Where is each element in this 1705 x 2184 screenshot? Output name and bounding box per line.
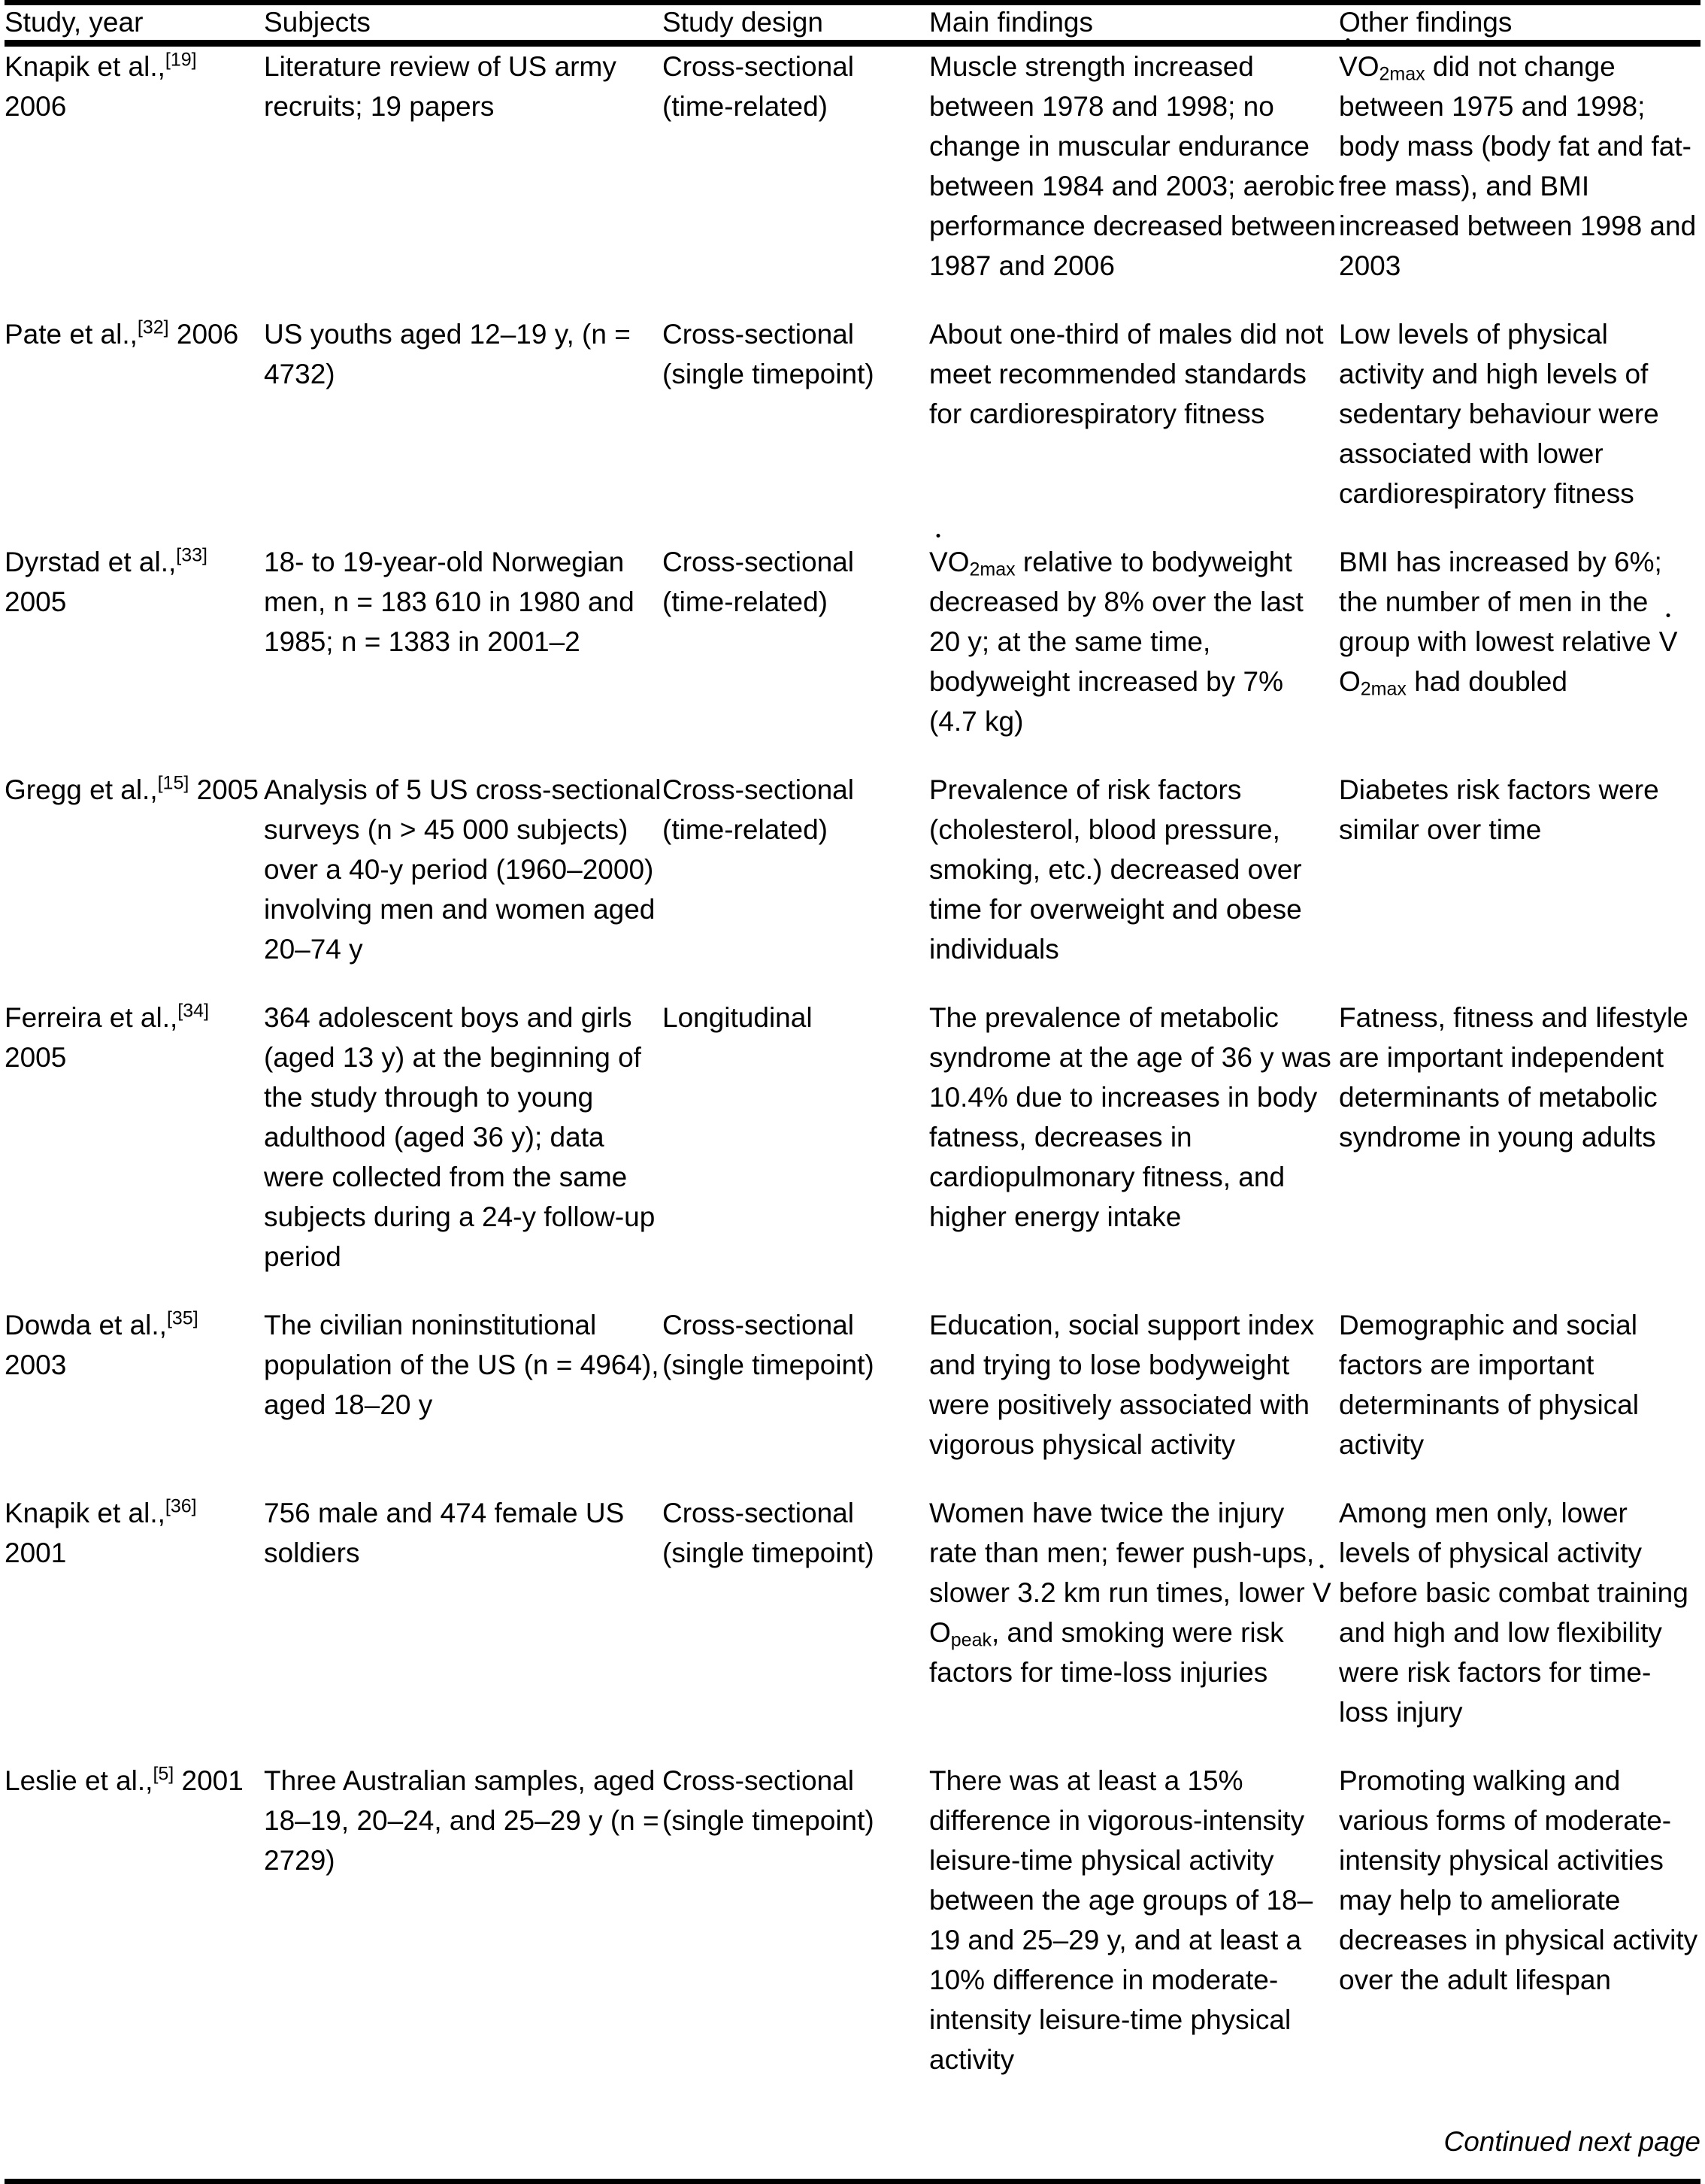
column-header-study-year: Study, year — [5, 7, 144, 38]
main-findings-text: Muscle strength increased between 1978 and 1998; no change in muscular endurance between 1984 and 2003; aerobic performance decreased between 1987 and 2006 — [929, 51, 1336, 281]
study-design-text: Cross-sectional (time-related) — [662, 51, 854, 122]
reference-marker[interactable]: [15] — [157, 772, 189, 794]
row-spacer-cell — [5, 513, 1700, 542]
table-top-rule — [5, 0, 1700, 5]
row-spacer-cell — [5, 969, 1700, 998]
subjects-text: The civilian noninstitutional population of the US (n = 4964), aged 18–20 y — [264, 1310, 659, 1420]
subjects-text: 756 male and 474 female US soldiers — [264, 1498, 625, 1568]
cell-main-findings — [929, 1761, 1339, 2079]
study-design-text: Cross-sectional (single timepoint) — [662, 1765, 874, 1836]
table-row — [5, 1761, 1700, 2079]
other-findings-text: Low levels of physical activity and high levels of sedentary behaviour were associated with lower cardiorespiratory fitness — [1339, 319, 1659, 509]
cell-other-findings — [1339, 1493, 1700, 1732]
cell-other-findings — [1339, 47, 1700, 286]
main-findings-text: Prevalence of risk factors (cholesterol, blood pressure, smoking, etc.) decreased over time for overweight and obese individuals — [929, 774, 1302, 965]
study-year-text: Ferreira et al.,[34] 2005 — [5, 1000, 209, 1073]
main-findings-text: Women have twice the injury rate than men; fewer push-ups, slower 3.2 km run times, lower $VO_{peak}$, and smoking were risk factors for time-loss injuries — [929, 1498, 1331, 1688]
cell-main-findings — [929, 770, 1339, 969]
table-row — [5, 314, 1700, 513]
subjects-text: Literature review of US army recruits; 19 papers — [264, 51, 616, 122]
cell-subjects — [264, 542, 662, 741]
reference-marker[interactable]: [36] — [165, 1495, 197, 1517]
cell-study-design — [662, 1305, 929, 1465]
row-spacer-cell — [5, 741, 1700, 770]
cell-other-findings — [1339, 1305, 1700, 1465]
cell-study-year — [5, 998, 264, 1277]
column-header-main-findings: Main findings — [929, 7, 1094, 38]
table-header-row — [5, 5, 1700, 40]
cell-other-findings — [1339, 542, 1700, 741]
cell-study-year — [5, 1305, 264, 1465]
row-spacer — [5, 1732, 1700, 1761]
cell-subjects — [264, 1761, 662, 2079]
cell-study-year — [5, 47, 264, 286]
study-design-text: Cross-sectional (single timepoint) — [662, 1310, 874, 1380]
cell-subjects — [264, 1305, 662, 1465]
cell-study-design — [662, 770, 929, 969]
study-design-text: Cross-sectional (single timepoint) — [662, 319, 874, 389]
table-row — [5, 47, 1700, 286]
main-findings-text: The prevalence of metabolic syndrome at the age of 36 y was 10.4% due to increases in body fatness, decreases in cardiopulmonary fitness, and higher energy intake — [929, 1002, 1331, 1232]
study-year-text: Knapik et al.,[36] 2001 — [5, 1495, 197, 1568]
cell-subjects — [264, 314, 662, 513]
other-findings-text: Among men only, lower levels of physical activity before basic combat training and high and low flexibility were risk factors for time-loss injury — [1339, 1498, 1688, 1728]
other-findings-text: $VO_{2max}$ did not change between 1975 and 1998; body mass (body fat and fat-free mass), and BMI increased between 1998 and 2003 — [1339, 47, 1700, 286]
row-spacer-cell — [5, 1465, 1700, 1493]
cell-subjects — [264, 1493, 662, 1732]
reference-marker[interactable]: [5] — [153, 1763, 174, 1785]
studies-table — [5, 5, 1700, 40]
cell-main-findings — [929, 998, 1339, 1277]
cell-study-design — [662, 1493, 929, 1732]
study-design-text: Cross-sectional (time-related) — [662, 774, 854, 845]
continued-note: Continued next page — [1443, 2126, 1700, 2157]
reference-marker[interactable]: [34] — [177, 1000, 209, 1022]
other-findings-text: Diabetes risk factors were similar over time — [1339, 774, 1659, 845]
cell-study-design — [662, 1761, 929, 2079]
cell-study-year — [5, 770, 264, 969]
studies-table-body — [5, 47, 1700, 2079]
table-row — [5, 542, 1700, 741]
main-findings-text: Education, social support index and trying to lose bodyweight were positively associated with vigorous physical activity — [929, 1310, 1315, 1460]
cell-main-findings — [929, 1305, 1339, 1465]
cell-study-year — [5, 542, 264, 741]
subjects-text: 18- to 19-year-old Norwegian men, n = 183 610 in 1980 and 1985; n = 1383 in 2001–2 — [264, 547, 634, 657]
cell-subjects — [264, 998, 662, 1277]
other-findings-text: BMI has increased by 6%; the number of men in the group with lowest relative $VO_{2max}$ had doubled — [1339, 547, 1678, 700]
row-spacer — [5, 1465, 1700, 1493]
study-design-text: Longitudinal — [662, 1002, 813, 1033]
row-spacer-cell — [5, 1277, 1700, 1305]
cell-main-findings — [929, 314, 1339, 513]
row-spacer-cell — [5, 286, 1700, 314]
main-findings-text: About one-third of males did not meet recommended standards for cardiorespiratory fitness — [929, 319, 1324, 429]
cell-other-findings — [1339, 1761, 1700, 2079]
other-findings-text: Demographic and social factors are important determinants of physical activity — [1339, 1310, 1639, 1460]
cell-main-findings — [929, 542, 1339, 741]
study-year-text: Pate et al.,[32] 2006 — [5, 317, 239, 350]
row-spacer-cell — [5, 1732, 1700, 1761]
cell-study-design — [662, 542, 929, 741]
table-row — [5, 1305, 1700, 1465]
row-spacer — [5, 286, 1700, 314]
table-row — [5, 998, 1700, 1277]
table-row — [5, 1493, 1700, 1732]
study-year-text: Knapik et al.,[19] 2006 — [5, 49, 197, 122]
row-spacer — [5, 513, 1700, 542]
cell-study-design — [662, 47, 929, 286]
study-year-text: Dowda et al.,[35] 2003 — [5, 1307, 198, 1380]
table-header-rule — [5, 40, 1700, 47]
cell-study-year — [5, 1493, 264, 1732]
subjects-text: Analysis of 5 US cross-sectional surveys (n > 45 000 subjects) over a 40-y period (1960–2000) involving men and women aged 20–74 y — [264, 774, 662, 965]
table-bottom-rule — [5, 2179, 1700, 2184]
column-header-other-findings: Other findings — [1339, 7, 1513, 38]
reference-marker[interactable]: [33] — [176, 544, 207, 566]
cell-other-findings — [1339, 314, 1700, 513]
other-findings-text: Promoting walking and various forms of moderate-intensity physical activities may help to ameliorate decreases in physical activity over the adult lifespan — [1339, 1765, 1698, 1995]
subjects-text: Three Australian samples, aged 18–19, 20–24, and 25–29 y (n = 2729) — [264, 1765, 659, 1876]
subjects-text: US youths aged 12–19 y, (n = 4732) — [264, 319, 631, 389]
cell-subjects — [264, 47, 662, 286]
reference-marker[interactable]: [35] — [166, 1307, 198, 1329]
reference-marker[interactable]: [19] — [165, 49, 197, 71]
row-spacer — [5, 741, 1700, 770]
study-year-text: Leslie et al.,[5] 2001 — [5, 1763, 244, 1796]
cell-study-design — [662, 998, 929, 1277]
cell-subjects — [264, 770, 662, 969]
table-row — [5, 770, 1700, 969]
main-findings-text: $VO_{2max}$ relative to bodyweight decreased by 8% over the last 20 y; at the same time, bodyweight increased by 7% (4.7 kg) — [929, 542, 1339, 741]
row-spacer — [5, 1277, 1700, 1305]
cell-study-design — [662, 314, 929, 513]
cell-main-findings — [929, 1493, 1339, 1732]
cell-other-findings — [1339, 998, 1700, 1277]
study-year-text: Dyrstad et al.,[33] 2005 — [5, 544, 207, 617]
other-findings-text: Fatness, fitness and lifestyle are important independent determinants of metabolic syndrome in young adults — [1339, 1002, 1688, 1153]
subjects-text: 364 adolescent boys and girls (aged 13 y) at the beginning of the study through to young adulthood (aged 36 y); data were collected from the same subjects during a 24-y follow-up period — [264, 1002, 656, 1272]
study-design-text: Cross-sectional (single timepoint) — [662, 1498, 874, 1568]
column-header-study-design: Study design — [662, 7, 823, 38]
cell-study-year — [5, 1761, 264, 2079]
column-header-subjects: Subjects — [264, 7, 371, 38]
row-spacer — [5, 969, 1700, 998]
reference-marker[interactable]: [32] — [137, 317, 169, 338]
table-body — [5, 47, 1700, 2079]
study-design-text: Cross-sectional (time-related) — [662, 547, 854, 617]
study-year-text: Gregg et al.,[15] 2005 — [5, 772, 259, 805]
cell-other-findings — [1339, 770, 1700, 969]
cell-main-findings — [929, 47, 1339, 286]
cell-study-year — [5, 314, 264, 513]
main-findings-text: There was at least a 15% difference in vigorous-intensity leisure-time physical activity between the age groups of 18–19 and 25–29 y, and at least a 10% difference in moderate-intensity leisure-time physical activity — [929, 1765, 1313, 2075]
